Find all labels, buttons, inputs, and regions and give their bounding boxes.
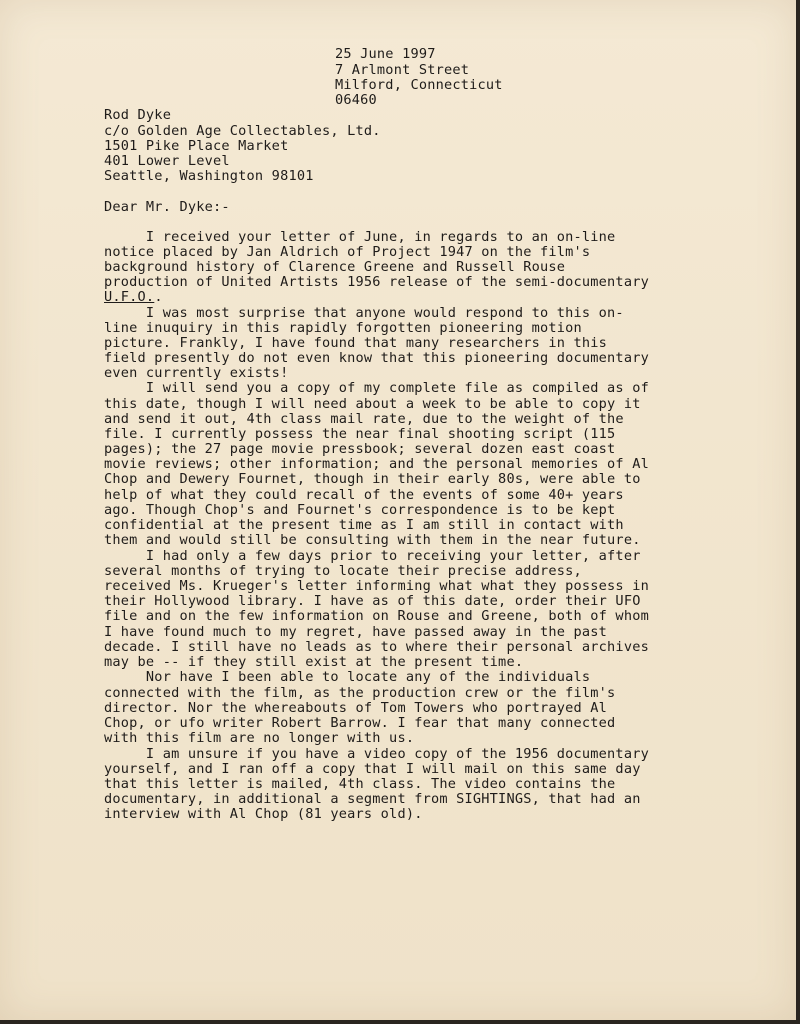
- body-line: received Ms. Krueger's letter informing what what they possess in: [104, 578, 649, 594]
- body-line: movie reviews; other information; and the personal memories of Al: [104, 456, 649, 472]
- letter-date: 25 June 1997: [335, 46, 436, 62]
- recipient-company: c/o Golden Age Collectables, Ltd.: [104, 123, 381, 139]
- body-line: picture. Frankly, I have found that many researchers in this: [104, 335, 608, 351]
- body-line: I am unsure if you have a video copy of the 1956 documentary: [104, 746, 649, 762]
- body-line: documentary, in additional a segment from SIGHTINGS, that had an: [104, 791, 641, 807]
- body-line: Chop, or ufo writer Robert Barrow. I fear that many connected: [104, 715, 616, 731]
- body-line: their Hollywood library. I have as of this date, order their UFO: [104, 593, 641, 609]
- body-line: background history of Clarence Greene and Russell Rouse: [104, 259, 566, 275]
- film-title: U.F.O.: [104, 289, 155, 305]
- body-line: this date, though I will need about a week to be able to copy it: [104, 396, 641, 412]
- body-line: production of United Artists 1956 release of the semi-documentary: [104, 274, 649, 290]
- film-title-line: [104, 290, 163, 305]
- film-title-tail: .: [154, 289, 163, 305]
- recipient-city: Seattle, Washington 98101: [104, 168, 314, 184]
- recipient-name: Rod Dyke: [104, 107, 172, 123]
- sender-city-state: Milford, Connecticut: [335, 77, 503, 93]
- recipient-level: 401 Lower Level: [104, 153, 230, 169]
- salutation: Dear Mr. Dyke:-: [104, 199, 230, 215]
- body-line: I was most surprise that anyone would respond to this on-: [104, 305, 624, 321]
- body-line: Nor have I been able to locate any of the individuals: [104, 669, 591, 685]
- sender-zip: 06460: [335, 92, 377, 108]
- body-line: and send it out, 4th class mail rate, due to the weight of the: [104, 411, 624, 427]
- body-line: interview with Al Chop (81 years old).: [104, 806, 423, 822]
- body-line: even currently exists!: [104, 365, 289, 381]
- body-line: help of what they could recall of the events of some 40+ years: [104, 487, 624, 503]
- body-line: may be -- if they still exist at the present time.: [104, 654, 524, 670]
- body-line: line inuquiry in this rapidly forgotten pioneering motion: [104, 320, 582, 336]
- body-line: with this film are no longer with us.: [104, 730, 415, 746]
- body-line: connected with the film, as the production crew or the film's: [104, 685, 616, 701]
- body-line: decade. I still have no leads as to where their personal archives: [104, 639, 649, 655]
- body-line: yourself, and I ran off a copy that I will mail on this same day: [104, 761, 641, 777]
- body-line: file. I currently possess the near final shooting script (115: [104, 426, 616, 442]
- body-line: notice placed by Jan Aldrich of Project 1947 on the film's: [104, 244, 591, 260]
- body-line: field presently do not even know that this pioneering documentary: [104, 350, 649, 366]
- body-line: ago. Though Chop's and Fournet's correspondence is to be kept: [104, 502, 616, 518]
- body-line: them and would still be consulting with them in the near future.: [104, 532, 641, 548]
- recipient-street: 1501 Pike Place Market: [104, 138, 289, 154]
- body-line: director. Nor the whereabouts of Tom Towers who portrayed Al: [104, 700, 608, 716]
- body-line: several months of trying to locate their precise address,: [104, 563, 582, 579]
- body-line: that this letter is mailed, 4th class. The video contains the: [104, 776, 616, 792]
- body-line: I have found much to my regret, have passed away in the past: [104, 624, 608, 640]
- body-line: confidential at the present time as I am still in contact with: [104, 517, 624, 533]
- body-line: I will send you a copy of my complete file as compiled as of: [104, 380, 649, 396]
- body-line: pages); the 27 page movie pressbook; several dozen east coast: [104, 441, 616, 457]
- body-line: file and on the few information on Rouse and Greene, both of whom: [104, 608, 649, 624]
- sender-street: 7 Arlmont Street: [335, 62, 470, 78]
- body-line: Chop and Dewery Fournet, though in their early 80s, were able to: [104, 471, 641, 487]
- body-line: I had only a few days prior to receiving your letter, after: [104, 548, 641, 564]
- body-line: I received your letter of June, in regards to an on-line: [104, 229, 616, 245]
